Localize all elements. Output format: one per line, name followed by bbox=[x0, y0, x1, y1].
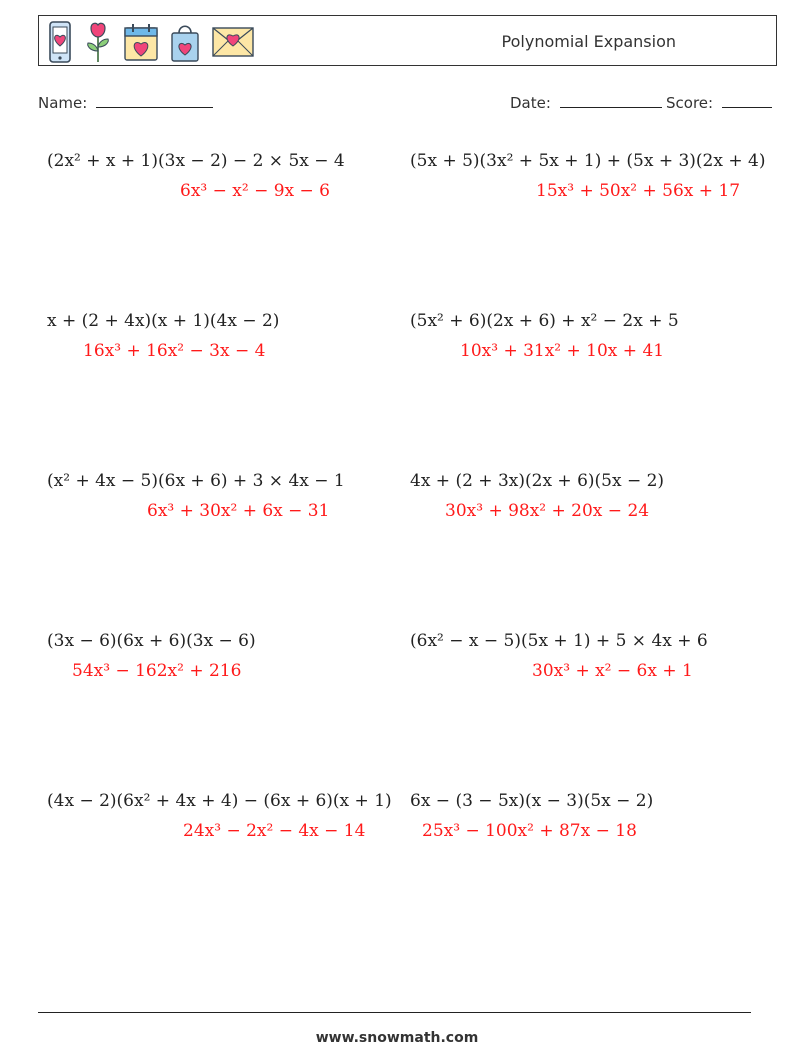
problem-question: (x² + 4x − 5)(6x + 6) + 3 × 4x − 1 bbox=[47, 471, 345, 491]
problem-answer: 30x³ + x² − 6x + 1 bbox=[532, 661, 693, 681]
footer-divider bbox=[38, 1012, 751, 1013]
problem-answer: 16x³ + 16x² − 3x − 4 bbox=[83, 341, 266, 361]
problem-question: (2x² + x + 1)(3x − 2) − 2 × 5x − 4 bbox=[47, 151, 345, 171]
problem-question: 6x − (3 − 5x)(x − 3)(5x − 2) bbox=[410, 791, 654, 811]
score-blank[interactable] bbox=[722, 93, 772, 108]
problem-answer: 6x³ − x² − 9x − 6 bbox=[180, 181, 330, 201]
phone-heart-icon bbox=[47, 21, 73, 63]
envelope-heart-icon bbox=[211, 26, 255, 58]
problem-answer: 10x³ + 31x² + 10x + 41 bbox=[460, 341, 665, 361]
header-icons bbox=[47, 20, 255, 64]
score-field[interactable] bbox=[666, 93, 772, 112]
worksheet-header bbox=[38, 15, 777, 66]
problem-answer: 15x³ + 50x² + 56x + 17 bbox=[536, 181, 741, 201]
problem-answer: 54x³ − 162x² + 216 bbox=[72, 661, 242, 681]
problem-question: (5x² + 6)(2x + 6) + x² − 2x + 5 bbox=[410, 311, 679, 331]
calendar-heart-icon bbox=[123, 22, 159, 62]
score-label: Score: bbox=[666, 94, 714, 112]
problem-answer: 24x³ − 2x² − 4x − 14 bbox=[183, 821, 366, 841]
problem-question: (5x + 5)(3x² + 5x + 1) + (5x + 3)(2x + 4) bbox=[410, 151, 766, 171]
name-field[interactable] bbox=[38, 93, 213, 112]
problem-question: x + (2 + 4x)(x + 1)(4x − 2) bbox=[47, 311, 280, 331]
date-blank[interactable] bbox=[560, 93, 662, 108]
problem-answer: 25x³ − 100x² + 87x − 18 bbox=[422, 821, 637, 841]
problem-question: 4x + (2 + 3x)(2x + 6)(5x − 2) bbox=[410, 471, 665, 491]
name-label: Name: bbox=[38, 94, 88, 112]
problem-answer: 6x³ + 30x² + 6x − 31 bbox=[147, 501, 330, 521]
problem-question: (3x − 6)(6x + 6)(3x − 6) bbox=[47, 631, 256, 651]
problem-question: (6x² − x − 5)(5x + 1) + 5 × 4x + 6 bbox=[410, 631, 708, 651]
date-field[interactable] bbox=[510, 93, 662, 112]
problem-answer: 30x³ + 98x² + 20x − 24 bbox=[445, 501, 650, 521]
name-blank[interactable] bbox=[96, 93, 213, 108]
rose-icon bbox=[83, 21, 113, 63]
shopping-bag-heart-icon bbox=[169, 21, 201, 63]
footer-url[interactable]: www.snowmath.com bbox=[315, 1030, 479, 1046]
problem-question: (4x − 2)(6x² + 4x + 4) − (6x + 6)(x + 1) bbox=[47, 791, 392, 811]
date-label: Date: bbox=[510, 94, 551, 112]
worksheet-title: Polynomial Expansion bbox=[501, 32, 676, 51]
